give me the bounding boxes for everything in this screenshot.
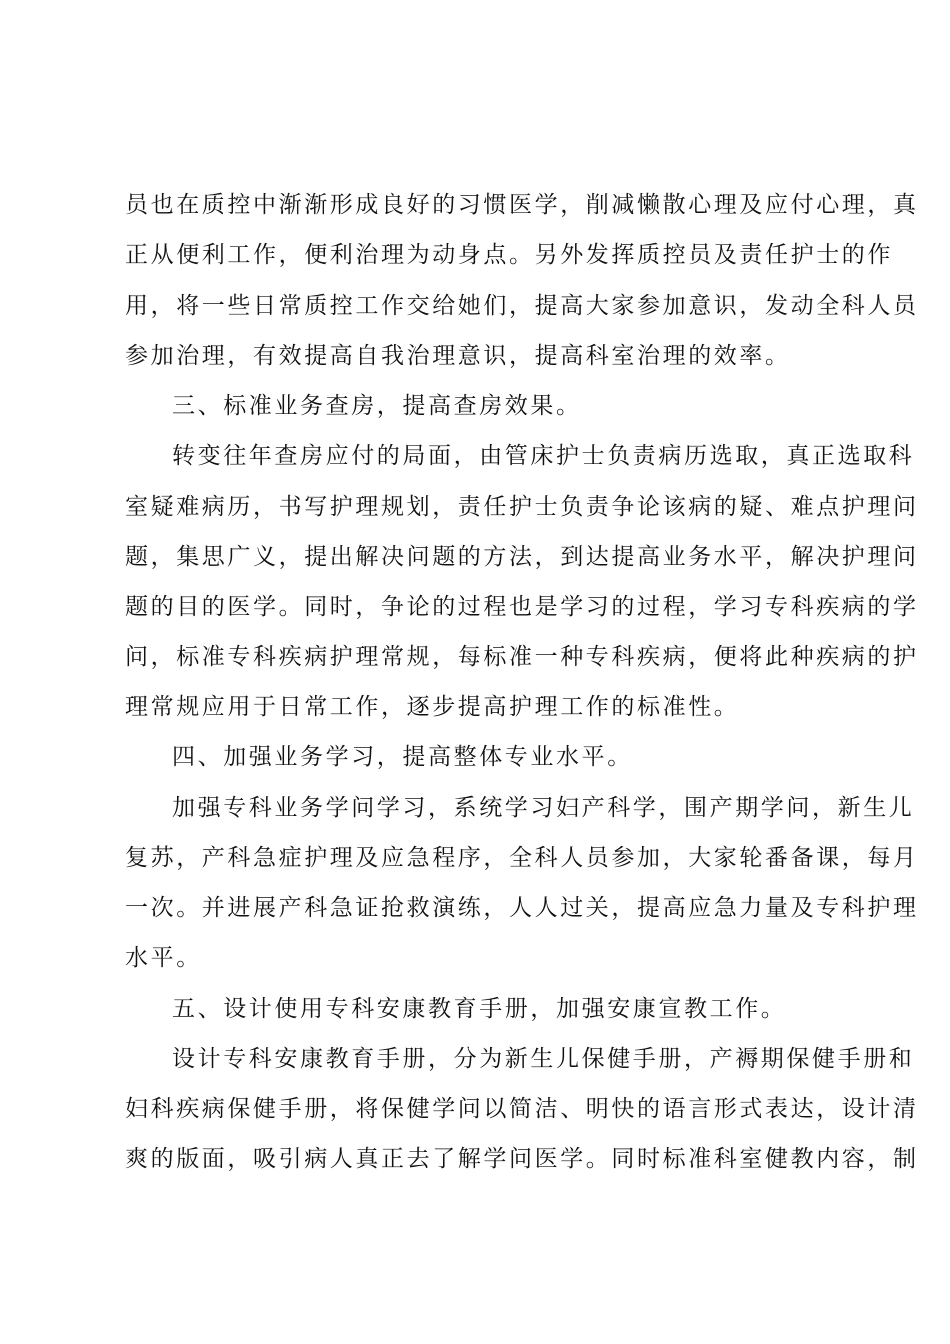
section-heading: 四、加强业务学习，提高整体专业水平。 bbox=[172, 744, 633, 770]
text-line: 水平。 bbox=[125, 945, 202, 971]
text-line: 用，将一些日常质控工作交给她们，提高大家参加意识，发动全科人员 bbox=[125, 293, 919, 319]
text-line: 爽的版面，吸引病人真正去了解学问医学。同时标准科室健教内容，制 bbox=[125, 1146, 919, 1172]
text-line: 员也在质控中渐渐形成良好的习惯医学，削减懒散心理及应付心理，真 bbox=[125, 192, 919, 218]
paragraph-first-line: 设计专科安康教育手册，分为新生儿保健手册，产褥期保健手册和 bbox=[172, 1046, 915, 1072]
paragraph-first-line: 加强专科业务学问学习，系统学习妇产科学，围产期学问，新生儿 bbox=[172, 795, 915, 821]
section-heading: 三、标准业务查房，提高查房效果。 bbox=[172, 393, 582, 419]
section-heading: 五、设计使用专科安康教育手册，加强安康宣教工作。 bbox=[172, 996, 787, 1022]
text-line: 妇科疾病保健手册，将保健学问以简洁、明快的语言形式表达，设计清 bbox=[125, 1096, 919, 1122]
text-line: 复苏，产科急症护理及应急程序，全科人员参加，大家轮番备课，每月 bbox=[125, 845, 919, 871]
text-line: 问，标准专科疾病护理常规，每标准一种专科疾病，便将此种疾病的护 bbox=[125, 644, 919, 670]
text-line: 室疑难病历，书写护理规划，责任护士负责争论该病的疑、难点护理问 bbox=[125, 494, 919, 520]
text-line: 题的目的医学。同时，争论的过程也是学习的过程，学习专科疾病的学 bbox=[125, 594, 919, 620]
paragraph-first-line: 转变往年查房应付的局面，由管床护士负责病历选取，真正选取科 bbox=[172, 443, 915, 469]
text-line: 理常规应用于日常工作，逐步提高护理工作的标准性。 bbox=[125, 694, 740, 720]
text-line: 题，集思广义，提出解决问题的方法，到达提高业务水平，解决护理问 bbox=[125, 544, 919, 570]
text-line: 正从便利工作，便利治理为动身点。另外发挥质控员及责任护士的作 bbox=[125, 242, 893, 268]
text-line: 参加治理，有效提高自我治理意识，提高科室治理的效率。 bbox=[125, 343, 791, 369]
text-line: 一次。并进展产科急证抢救演练，人人过关，提高应急力量及专科护理 bbox=[125, 895, 919, 921]
